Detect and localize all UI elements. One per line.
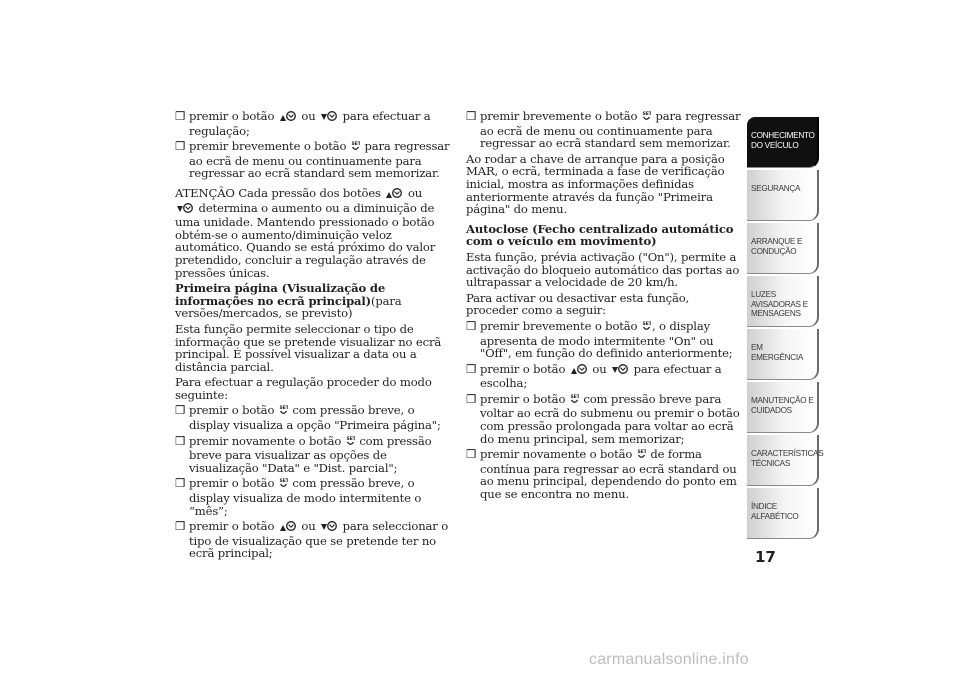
attention-note: ATENÇÃO Cada pressão dos botões ou determina o aumento ou a diminuição de uma unidade. Mantendo pressionado o botão obtém-se o aumento/diminuição veloz automático. Quando se está próximo do valor pretendido, concluir a regulação através de pressões únicas. — [175, 185, 436, 280]
set-esc-button-icon — [642, 320, 651, 335]
tab-manutencao-e-cuidados[interactable]: MANUTENÇÃO E CUIDADOS — [747, 382, 819, 433]
list-item: ❒ premir o botão ou para seleccionar o tipo de visualização que se pretende ter no ecrã principal; — [175, 519, 449, 561]
paragraph: Esta função, prévia activação ("On"), permite a activação do bloqueio automático das portas ao ultrapassar a velocidade de 20 km/h. — [466, 249, 740, 290]
svg-text:SET: SET — [346, 436, 355, 442]
set-esc-button-icon — [279, 477, 288, 492]
right-column — [466, 110, 742, 504]
bullet-icon: ❒ — [466, 318, 477, 333]
list-item: ❒ premir novamente o botão SET de forma contínua para regressar ao ecrã standard ou ao menu principal, dependendo do ponto em que se encontra no menu. — [466, 447, 737, 502]
list-item: ❒ premir brevemente o botão SET para regressar ao ecrã de menu ou continuamente para regressar ao ecrã standard sem memorizar. — [175, 139, 450, 181]
list-item: ❒ premir brevemente o botão SET para regressar ao ecrã de menu ou continuamente para regressar ao ecrã standard sem memorizar. — [466, 109, 741, 151]
set-esc-button-icon — [570, 393, 579, 408]
set-esc-button-icon — [279, 404, 288, 419]
list-item: ❒ premir o botão SET com pressão breve, o display visualiza de modo intermitente o “mês”; — [175, 476, 422, 518]
set-esc-button-icon — [642, 110, 651, 125]
svg-text:SET: SET — [570, 394, 579, 400]
bullet-icon: ❒ — [175, 109, 186, 123]
tab-arranque-e-conducao[interactable]: ARRANQUE E CONDUÇÃO — [747, 223, 819, 274]
bullet-icon: ❒ — [175, 519, 186, 534]
paragraph: Para efectuar a regulação proceder do modo seguinte: — [175, 375, 432, 402]
tab-em-emergencia[interactable]: EM EMERGÊNCIA — [747, 329, 819, 380]
bullet-icon: ❒ — [466, 447, 477, 462]
down-button-icon — [320, 520, 338, 535]
list-item: ❒ premir brevemente o botão SET , o display apresenta de modo intermitente "On" ou "Off", em função do definido anteriormente; — [466, 318, 733, 361]
svg-text:SET: SET — [642, 321, 651, 327]
up-button-icon — [570, 363, 588, 378]
down-button-icon — [176, 202, 194, 217]
bullet-icon: ❒ — [175, 403, 186, 418]
bullet-icon: ❒ — [175, 476, 186, 491]
svg-text:SET: SET — [279, 479, 288, 485]
svg-text:SET: SET — [351, 142, 360, 148]
svg-text:SET: SET — [637, 450, 646, 456]
down-button-icon — [320, 110, 338, 125]
tab-indice-alfabetico[interactable]: ÍNDICE ALFABÉTICO — [747, 488, 819, 539]
section-heading: Autoclose (Fecho centralizado automático com o veículo em movimento) — [466, 221, 734, 249]
bullet-icon: ❒ — [466, 109, 477, 123]
left-column — [175, 110, 451, 563]
svg-text:SET: SET — [642, 112, 651, 117]
list-item: ❒ premir novamente o botão SET com pressão breve para visualizar as opções de visualização "Data" e "Dist. parcial"; — [175, 433, 432, 475]
list-item: ❒ premir o botão ou para efectuar a regulação; — [175, 109, 431, 138]
bullet-icon: ❒ — [466, 391, 477, 406]
watermark: carmanualsonline.info — [589, 651, 749, 668]
bullet-icon: ❒ — [175, 433, 186, 448]
set-esc-button-icon — [637, 448, 646, 463]
up-button-icon — [279, 110, 297, 125]
page-number: 17 — [755, 548, 776, 566]
paragraph: Esta função permite seleccionar o tipo de informação que se pretende visualizar no ecrã principal. É possível visualizar a data ou a distância parcial. — [175, 321, 442, 374]
bullet-icon: ❒ — [175, 139, 186, 154]
list-item: ❒ premir o botão SET com pressão breve, o display visualiza a opção "Primeira página"; — [175, 403, 441, 433]
paragraph: Ao rodar a chave de arranque para a posição MAR, o ecrã, terminada a fase de verificação inicial, mostra as informações definidas anteriormente através da função "Primeira página" do menu. — [466, 151, 725, 217]
svg-text:SET: SET — [279, 406, 288, 412]
down-button-icon — [611, 363, 629, 378]
up-button-icon — [385, 187, 403, 202]
set-esc-button-icon — [351, 140, 360, 155]
paragraph: Para activar ou desactivar esta função, proceder como a seguir: — [466, 290, 690, 318]
section-heading: Primeira página (Visualização de informações no ecrã principal)(para versões/mercados, se previsto) — [175, 281, 402, 321]
list-item: ❒ premir o botão SET com pressão breve para voltar ao ecrã do submenu ou premir o botão com pressão prolongada para voltar ao ecrã do menu principal, sem memorizar; — [466, 391, 740, 446]
set-esc-button-icon — [346, 435, 355, 450]
up-button-icon — [279, 520, 297, 535]
tab-luzes-avisadoras[interactable]: LUZES AVISADORAS E MENSAGENS — [747, 276, 819, 327]
tab-caracteristicas-tecnicas[interactable]: CARACTERÍSTICAS TÉCNICAS — [747, 435, 819, 486]
list-item: ❒ premir o botão ou para efectuar a escolha; — [466, 361, 722, 391]
tab-conhecimento-do-veiculo[interactable]: CONHECIMENTO DO VEÍCULO — [747, 117, 819, 168]
bullet-icon: ❒ — [466, 361, 477, 376]
chapter-tabs — [747, 117, 824, 541]
tab-seguranca[interactable]: SEGURANÇA — [747, 170, 819, 221]
